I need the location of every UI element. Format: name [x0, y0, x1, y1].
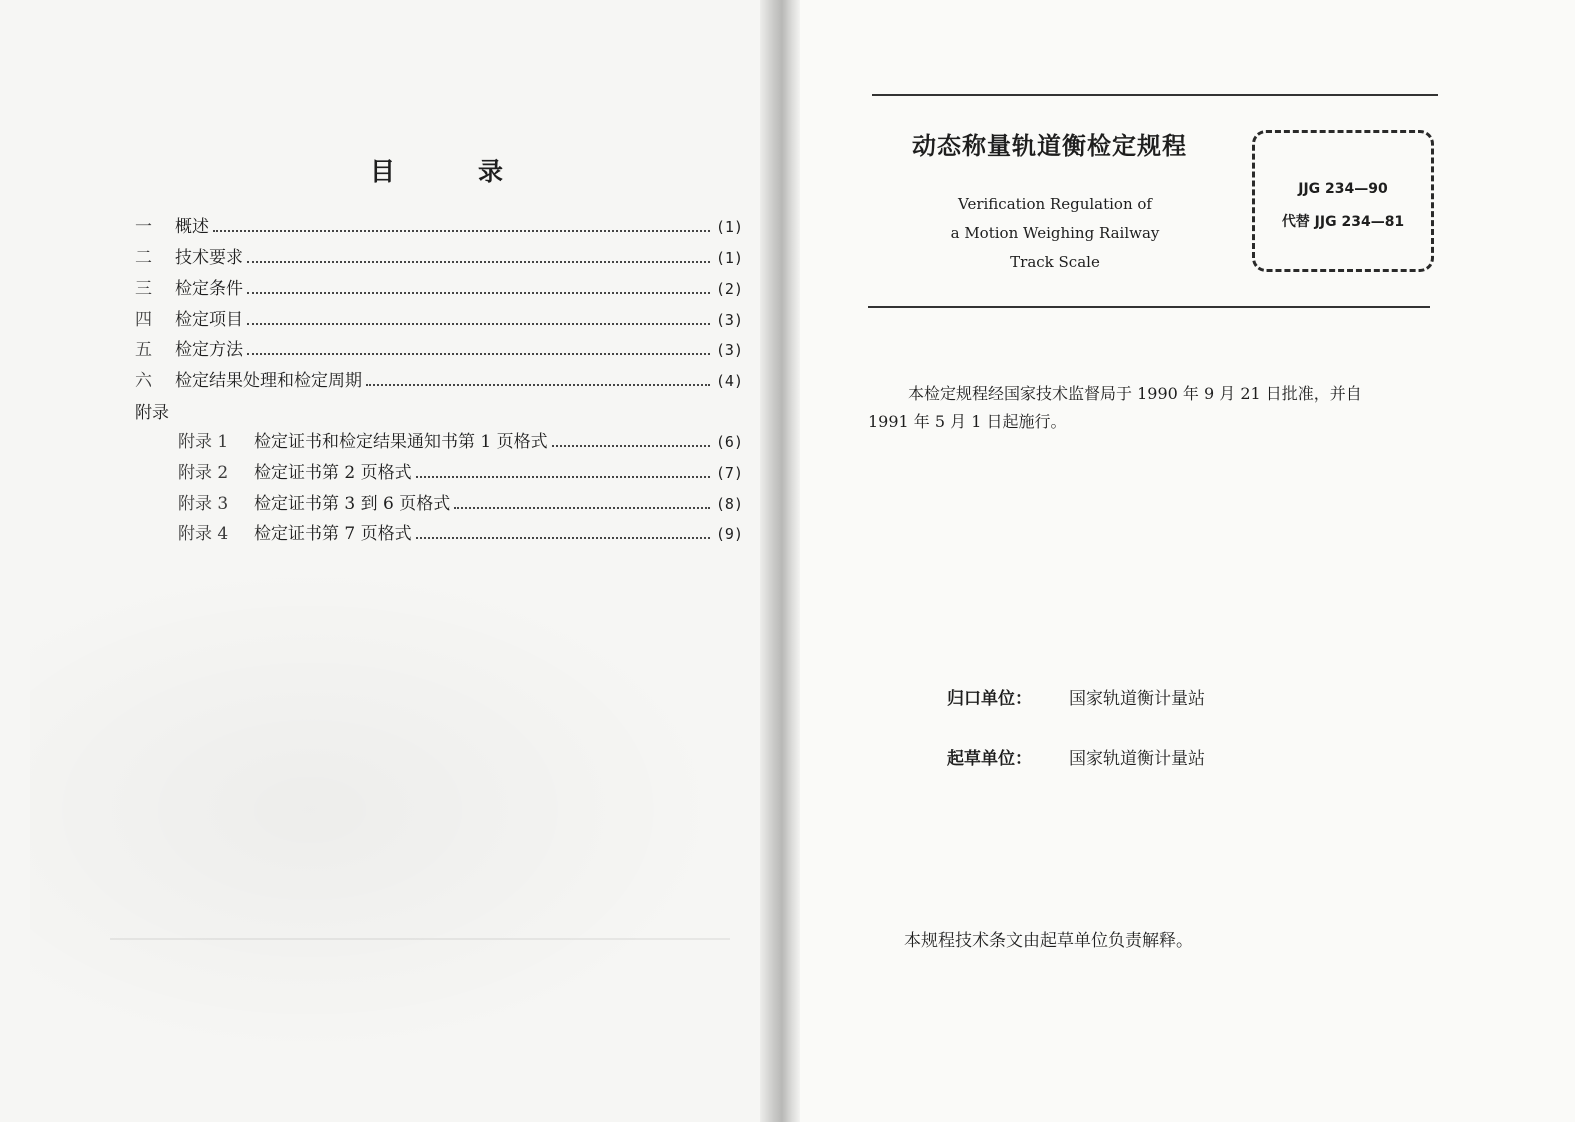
standard-code-box: [1252, 130, 1434, 272]
toc-entry-page: (8): [715, 495, 743, 513]
toc-entry-page: (3): [715, 311, 743, 329]
responsible-unit-value: 国家轨道衡计量站: [1069, 689, 1205, 709]
toc-entry-page: (7): [715, 464, 743, 482]
toc-entry: [135, 215, 743, 239]
toc-entry: [135, 308, 743, 332]
english-title-line: Verification Regulation of: [958, 195, 1152, 213]
toc-entry-label: 检定证书第 7 页格式: [254, 524, 412, 544]
toc-entry-number: 四: [135, 310, 152, 330]
toc-appendix-entry: [178, 492, 743, 516]
toc-title-part2: 录: [478, 157, 504, 186]
book-gutter: [760, 0, 800, 1122]
toc-entry-page: (1): [715, 249, 743, 267]
responsible-unit: [947, 684, 1205, 709]
toc-entry-number: 一: [135, 217, 152, 237]
bleed-through-rule: [110, 938, 730, 940]
toc-entry-label: 检定方法: [175, 340, 243, 360]
approval-line: 1991 年 5 月 1 日起施行。: [868, 412, 1067, 431]
toc-entry-number: 附录 3: [178, 494, 229, 514]
drafting-unit: [947, 744, 1205, 769]
toc-leader-dots: [247, 260, 710, 263]
toc-leader-dots: [416, 475, 710, 478]
appendix-heading: 附录: [135, 403, 169, 423]
toc-entry: [135, 369, 743, 393]
approval-line: 本检定规程经国家技术监督局于 1990 年 9 月 21 日批准，并自: [908, 384, 1362, 403]
english-title-line: Track Scale: [1010, 253, 1100, 271]
toc-entry-label: 概述: [175, 217, 209, 237]
toc-entry-label: 检定证书和检定结果通知书第 1 页格式: [254, 432, 548, 452]
toc-appendix-entry: [178, 430, 743, 454]
toc-entry: [135, 338, 743, 362]
toc-entry-label: 检定结果处理和检定周期: [175, 371, 362, 391]
toc-entry-number: 五: [135, 340, 152, 360]
toc-leader-dots: [552, 444, 710, 447]
toc-entry-page: (4): [715, 372, 743, 390]
toc-leader-dots: [454, 506, 710, 509]
toc-appendix-entry: [178, 461, 743, 485]
toc-entry-label: 技术要求: [175, 248, 243, 268]
toc-entry-page: (9): [715, 525, 743, 543]
toc-leader-dots: [247, 291, 710, 294]
toc-entry-number: 附录 1: [178, 432, 229, 452]
document-title: 动态称量轨道衡检定规程: [912, 132, 1187, 160]
top-rule: [872, 94, 1438, 96]
approval-statement: [868, 380, 1573, 436]
right-page: [800, 0, 1575, 1122]
toc-leader-dots: [416, 536, 710, 539]
responsible-unit-label: 归口单位：: [947, 689, 1032, 709]
bottom-rule: [868, 306, 1430, 308]
drafting-unit-value: 国家轨道衡计量站: [1069, 749, 1205, 769]
toc-leader-dots: [247, 352, 710, 355]
toc-leader-dots: [366, 383, 710, 386]
standard-code: JJG 234—90: [1298, 181, 1388, 197]
toc-entry-number: 三: [135, 279, 152, 299]
toc-entry-page: (3): [715, 341, 743, 359]
toc-entry-label: 检定证书第 3 到 6 页格式: [254, 494, 451, 514]
toc-entry-label: 检定条件: [175, 279, 243, 299]
toc-entry-number: 二: [135, 248, 152, 268]
toc-entry-number: 六: [135, 371, 152, 391]
english-title-line: a Motion Weighing Railway: [950, 224, 1160, 242]
replaces-code: 代替 JJG 234—81: [1281, 214, 1405, 230]
toc-entry-page: (2): [715, 280, 743, 298]
drafting-unit-label: 起草单位：: [947, 749, 1032, 769]
toc-entry-label: 检定证书第 2 页格式: [254, 463, 412, 483]
toc-entry-label: 检定项目: [175, 310, 243, 330]
bleed-through-shadow: [30, 560, 730, 1060]
toc-entry-number: 附录 4: [178, 524, 229, 544]
toc-leader-dots: [213, 229, 710, 232]
toc-entry-number: 附录 2: [178, 463, 229, 483]
toc-leader-dots: [247, 322, 710, 325]
toc-entry-page: (6): [715, 433, 743, 451]
left-page: [0, 0, 760, 1122]
toc-title-part1: 目: [370, 157, 396, 186]
toc-entry: [135, 246, 743, 270]
toc-entry-page: (1): [715, 218, 743, 236]
toc-entry: [135, 277, 743, 301]
interpretation-note: 本规程技术条文由起草单位负责解释。: [904, 931, 1193, 951]
toc-appendix-entry: [178, 522, 743, 546]
